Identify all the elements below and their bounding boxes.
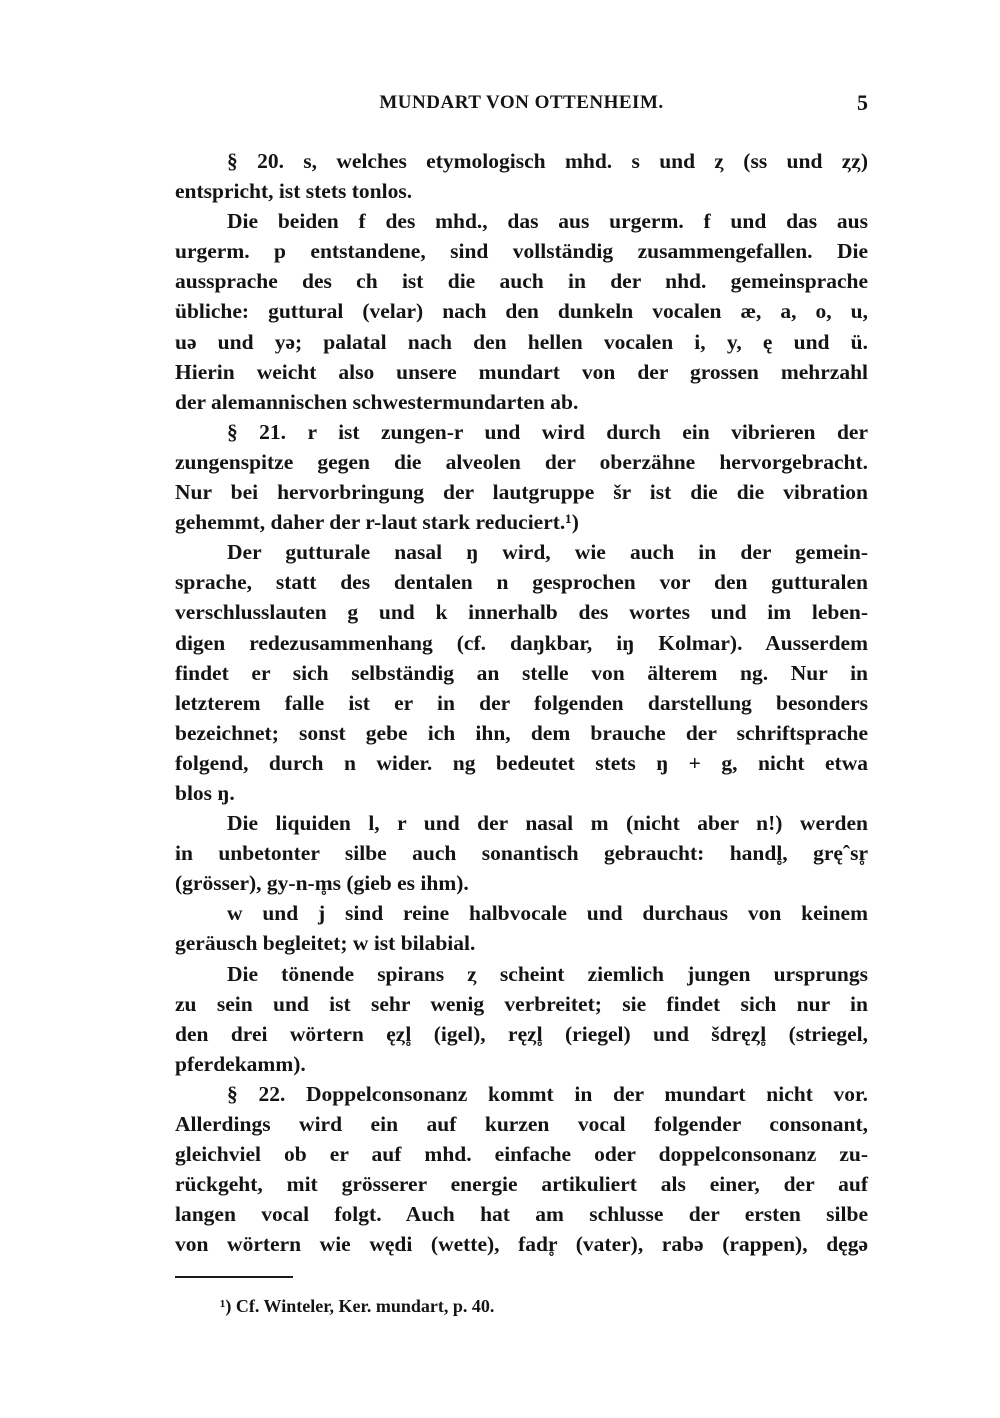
text-line: übliche: guttural (velar) nach den dunkeln vocalen æ, a, o, u, bbox=[175, 299, 868, 324]
text-line: uə und yə; palatal nach den hellen vocalen i, y, ę und ü. bbox=[175, 329, 868, 354]
text-line: § 22. Doppelconsonanz kommt in der mundart nicht vor. bbox=[227, 1081, 868, 1106]
text-line: Die tönende spirans ȥ scheint ziemlich jungen ursprungs bbox=[227, 961, 868, 986]
page-number: 5 bbox=[857, 90, 868, 115]
text-line: digen redezusammenhang (cf. daŋkbar, iŋ Kolmar). Ausserdem bbox=[175, 630, 868, 655]
text-line: geräusch begleitet; w ist bilabial. bbox=[175, 931, 476, 956]
text-line: in unbetonter silbe auch sonantisch gebraucht: handl̥, gręˆsr̥ bbox=[175, 841, 868, 866]
text-line: § 20. s, welches etymologisch mhd. s und ȥ (ss und ȥȥ) bbox=[227, 149, 868, 173]
running-title: MUNDART VON OTTENHEIM. bbox=[379, 92, 664, 113]
text-line: langen vocal folgt. Auch hat am schlusse der ersten silbe bbox=[175, 1202, 868, 1227]
text-line: sprache, statt des dentalen n gesprochen vor den gutturalen bbox=[175, 570, 868, 595]
text-line: aussprache des ch ist die auch in der nhd. gemeinsprache bbox=[175, 269, 868, 294]
text-line: findet er sich selbständig an stelle von älterem ng. Nur in bbox=[175, 660, 868, 685]
text-line: § 21. r ist zungen-r und wird durch ein vibrieren der bbox=[227, 419, 868, 444]
text-line: pferdekamm). bbox=[175, 1051, 306, 1076]
text-line: bezeichnet; sonst gebe ich ihn, dem brauche der schriftsprache bbox=[175, 720, 868, 745]
text-line: gleichviel ob er auf mhd. einfache oder doppelconsonanz zu- bbox=[175, 1142, 868, 1167]
text-line: urgerm. p entstandene, sind vollständig zusammengefallen. Die bbox=[175, 239, 868, 264]
text-line: Der gutturale nasal ŋ wird, wie auch in der gemein- bbox=[227, 540, 868, 565]
text-line: gehemmt, daher der r-laut stark reduciert.¹) bbox=[175, 510, 579, 535]
text-line: letzterem falle ist er in der folgenden darstellung besonders bbox=[175, 690, 868, 715]
text-line: zu sein und ist sehr wenig verbreitet; sie findet sich nur in bbox=[175, 991, 868, 1016]
text-line: von wörtern wie wędi (wette), fadr̥ (vater), rabə (rappen), dęgə bbox=[175, 1232, 868, 1257]
text-line: blos ŋ. bbox=[175, 780, 235, 805]
text-line: rückgeht, mit grösserer energie artikuliert als einer, der auf bbox=[175, 1172, 868, 1197]
footnote-rule bbox=[175, 1276, 293, 1278]
text-line: Die liquiden l, r und der nasal m (nicht aber n!) werden bbox=[227, 811, 868, 836]
text-line: Allerdings wird ein auf kurzen vocal folgender consonant, bbox=[175, 1112, 868, 1136]
text-line: Nur bei hervorbringung der lautgruppe šr ist die die vibration bbox=[175, 480, 868, 505]
text-line: verschlusslauten g und k innerhalb des wortes und im leben- bbox=[175, 600, 868, 625]
body-text bbox=[175, 146, 868, 1259]
text-line: zungenspitze gegen die alveolen der oberzähne hervorgebracht. bbox=[175, 449, 868, 474]
text-line: entspricht, ist stets tonlos. bbox=[175, 179, 413, 204]
running-header bbox=[175, 92, 868, 122]
text-line: den drei wörtern ęȥl̥ (igel), ręȥl̥ (riegel) und šdręȥl̥ (striegel, bbox=[175, 1021, 868, 1046]
footnote: ¹) Cf. Winteler, Ker. mundart, p. 40. bbox=[220, 1296, 495, 1316]
text-line: Hierin weicht also unsere mundart von der grossen mehrzahl bbox=[175, 359, 868, 384]
text-line: (grösser), gy-n-m̥s (gieb es ihm). bbox=[175, 871, 469, 896]
text-line: folgend, durch n wider. ng bedeutet stets ŋ + g, nicht etwa bbox=[175, 750, 868, 775]
text-line: der alemannischen schwestermundarten ab. bbox=[175, 389, 579, 414]
text-line: Die beiden f des mhd., das aus urgerm. f und das aus bbox=[227, 209, 868, 234]
text-line: w und j sind reine halbvocale und durchaus von keinem bbox=[227, 901, 868, 926]
